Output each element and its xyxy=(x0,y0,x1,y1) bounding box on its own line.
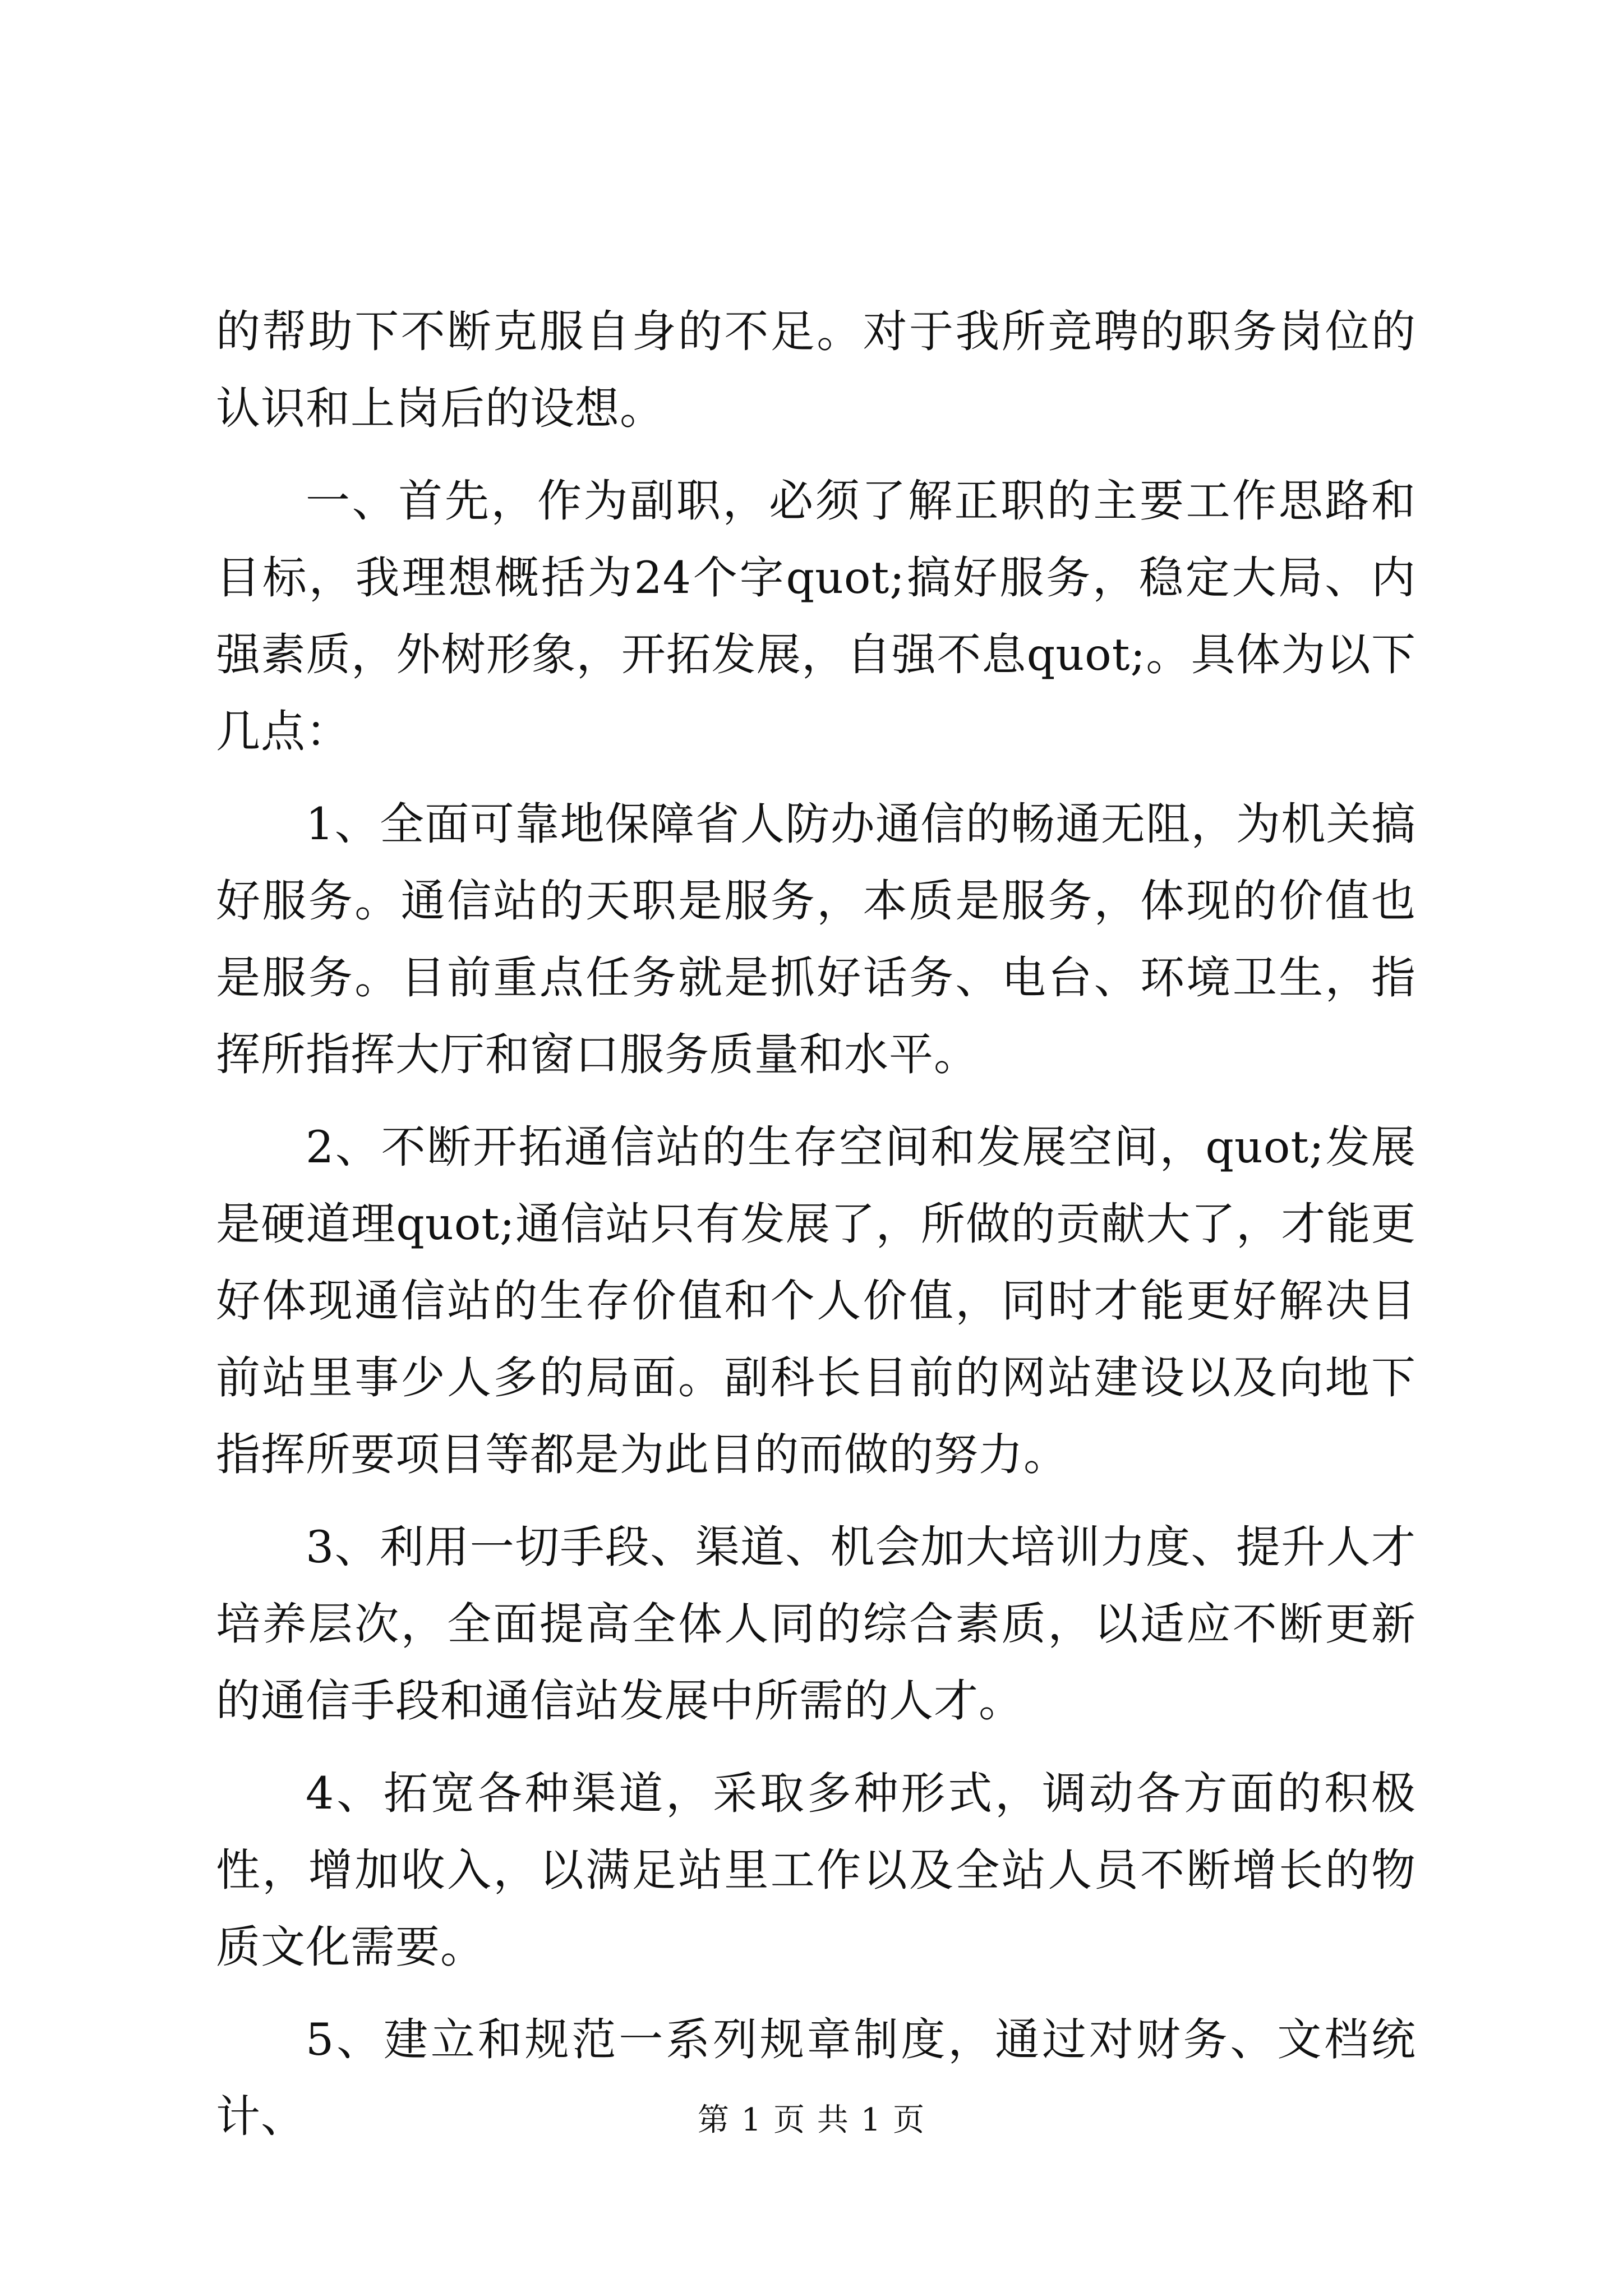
paragraph-item-3: 3、利用一切手段、渠道、机会加大培训力度、提升人才培养层次，全面提高全体人同的综合素质，以适应不断更新的通信手段和通信站发展中所需的人才。 xyxy=(216,1521,1416,1727)
paragraph-item-5: 5、建立和规范一系列规章制度，通过对财务、文档统计、 xyxy=(216,2014,1416,2142)
paragraph-item-1: 1、全面可靠地保障省人防办通信的畅通无阻，为机关搞好服务。通信站的天职是服务，本质是服务，体现的价值也是服务。目前重点任务就是抓好话务、电台、环境卫生，指挥所指挥大厅和窗口服务质量和水平。 xyxy=(216,798,1416,1080)
page-footer: 第 1 页 共 1 页 xyxy=(697,2102,926,2138)
paragraph-continuation: 的帮助下不断克服自身的不足。对于我所竞聘的职务岗位的认识和上岗后的设想。 xyxy=(216,306,1416,434)
paragraph-item-4: 4、拓宽各种渠道，采取多种形式，调动各方面的积极性，增加收入，以满足站里工作以及全站人员不断增长的物质文化需要。 xyxy=(216,1768,1416,1973)
document-body xyxy=(216,293,1416,2155)
paragraph-item-2: 2、不断开拓通信站的生存空间和发展空间，quot;发展是硬道理quot;通信站只有发展了，所做的贡献大了，才能更好体现通信站的生存价值和个人价值，同时才能更好解决目前站里事少人多的局面。副科长目前的网站建设以及向地下指挥所要项目等都是为此目的而做的努力。 xyxy=(216,1121,1416,1480)
paragraph-section-one: 一、首先，作为副职，必须了解正职的主要工作思路和目标，我理想概括为24个字quot;搞好服务，稳定大局、内强素质，外树形象，开拓发展，自强不息quot;。具体为以下几点： xyxy=(216,475,1416,757)
